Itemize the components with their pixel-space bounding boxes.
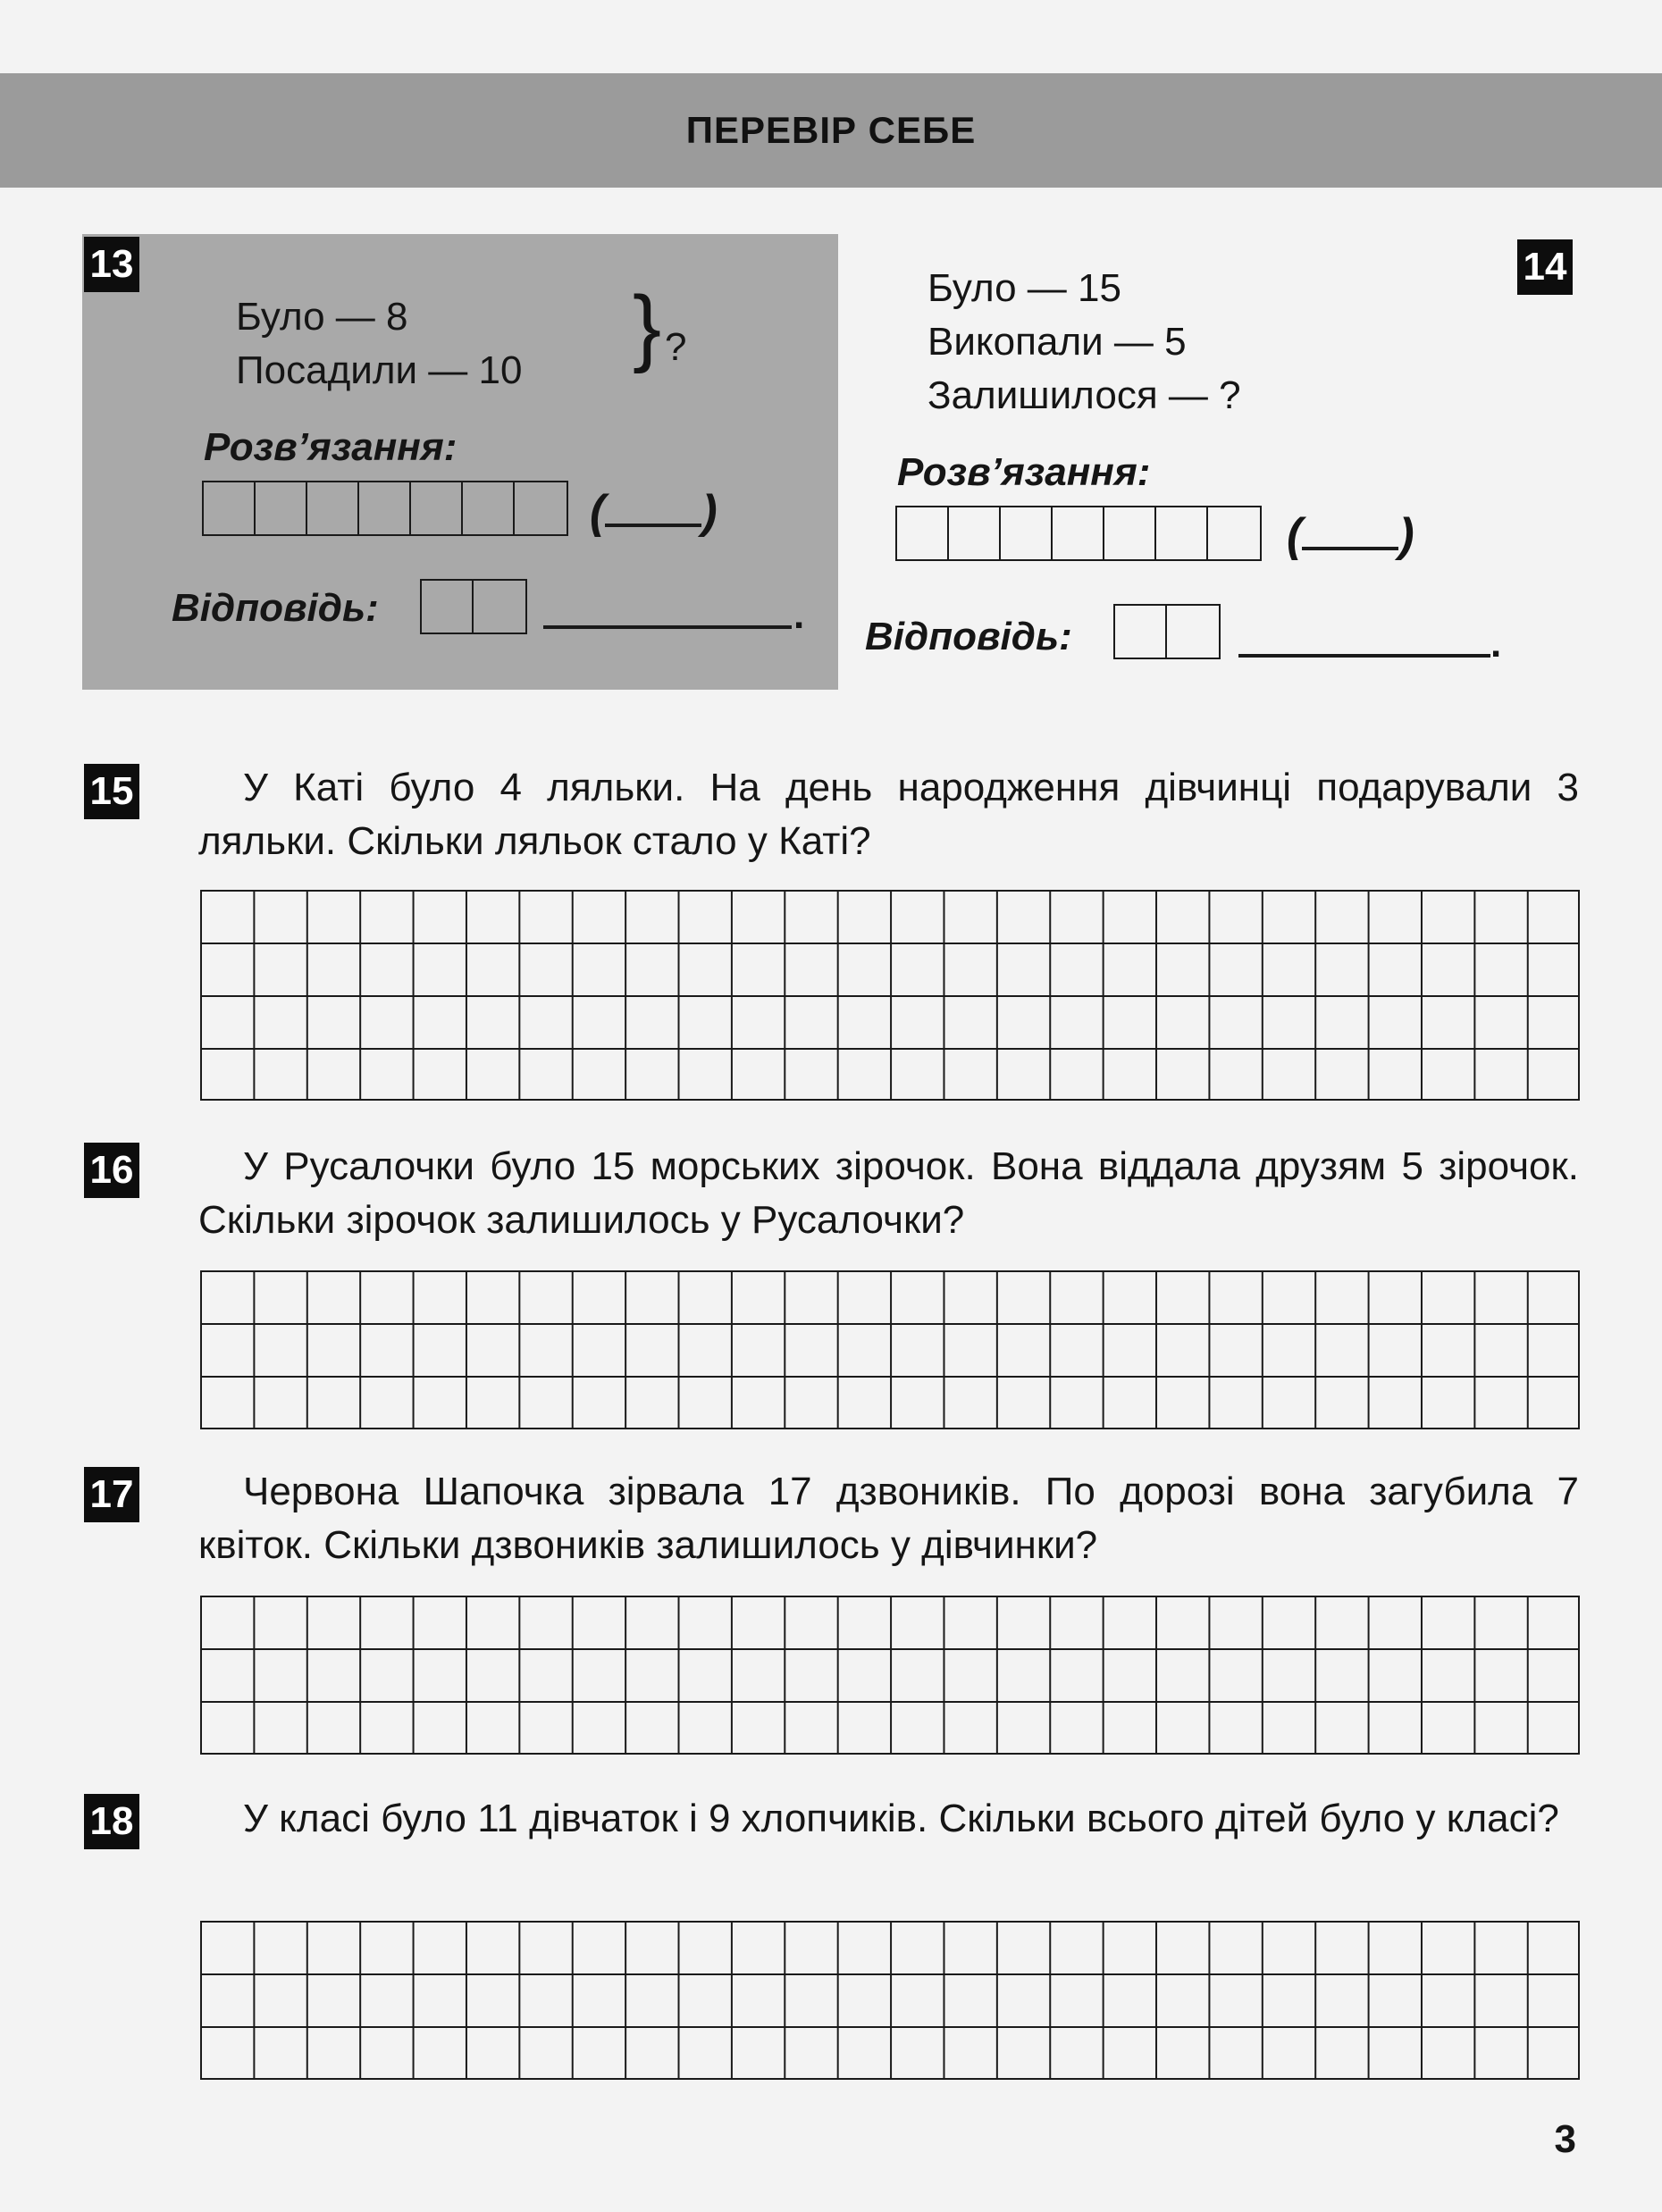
task-13-unit-close: ) (701, 486, 718, 538)
task-15-number: 15 (84, 764, 139, 819)
task-15-answer-grid[interactable] (200, 890, 1580, 1101)
task-14-answer-line[interactable] (1238, 654, 1490, 658)
task-16-number: 16 (84, 1143, 139, 1198)
task-14-line-1: Було — 15 (928, 266, 1121, 310)
task-14-unit-open: ( (1287, 509, 1303, 561)
task-14-unit-field[interactable] (1287, 506, 1414, 562)
task-18-answer-grid[interactable] (200, 1921, 1580, 2080)
task-13-solution-label: Розв’язання: (204, 425, 457, 469)
task-18-number: 18 (84, 1794, 139, 1849)
task-14-number: 14 (1517, 239, 1573, 295)
task-13-number: 13 (84, 237, 139, 292)
task-17-number: 17 (84, 1467, 139, 1522)
page-number: 3 (1554, 2117, 1576, 2161)
task-13-answer-dot: . (793, 593, 805, 637)
task-14-line-2: Викопали — 5 (928, 320, 1187, 364)
task-13-brace: } (633, 279, 662, 374)
task-13-answer-label: Відповідь: (172, 586, 379, 630)
task-14-solution-label: Розв’язання: (897, 450, 1151, 494)
task-13-answer-cells[interactable] (420, 579, 527, 634)
task-15-text: У Каті було 4 ляльки. На день народження дівчинці подарували 3 ляльки. Скільки ляльок стало у Каті? (198, 766, 1579, 863)
task-16-text: У Русалочки було 15 морських зірочок. Вона віддала друзям 5 зірочок. Скільки зірочок залишилось у Русалочки? (198, 1144, 1579, 1242)
task-13-line-2: Посадили — 10 (236, 348, 523, 392)
task-13-answer-line[interactable] (543, 625, 792, 629)
task-14-unit-close: ) (1398, 509, 1414, 561)
task-13-question: ? (665, 325, 687, 369)
header-band (0, 73, 1662, 188)
task-16-answer-grid[interactable] (200, 1270, 1580, 1429)
task-14-answer-cells[interactable] (1113, 604, 1221, 659)
task-13-line-1: Було — 8 (236, 295, 408, 339)
task-14-answer-dot: . (1490, 622, 1502, 666)
task-13-unit-field[interactable] (590, 482, 718, 539)
task-14-solution-cells[interactable] (895, 506, 1262, 561)
page-title: ПЕРЕВІР СЕБЕ (685, 109, 977, 151)
task-17-answer-grid[interactable] (200, 1596, 1580, 1755)
task-14-line-3: Залишилося — ? (928, 373, 1241, 417)
task-13-unit-open: ( (590, 486, 606, 538)
task-14-answer-label: Відповідь: (865, 615, 1072, 658)
task-17-text: Червона Шапочка зірвала 17 дзвоників. По дорозі вона загубила 7 квіток. Скільки дзвоників залишилось у дівчинки? (198, 1470, 1579, 1567)
task-18-text: У класі було 11 дівчаток і 9 хлопчиків. Скільки всього дітей було у класі? (243, 1797, 1559, 1840)
task-13-solution-cells[interactable] (202, 481, 568, 536)
